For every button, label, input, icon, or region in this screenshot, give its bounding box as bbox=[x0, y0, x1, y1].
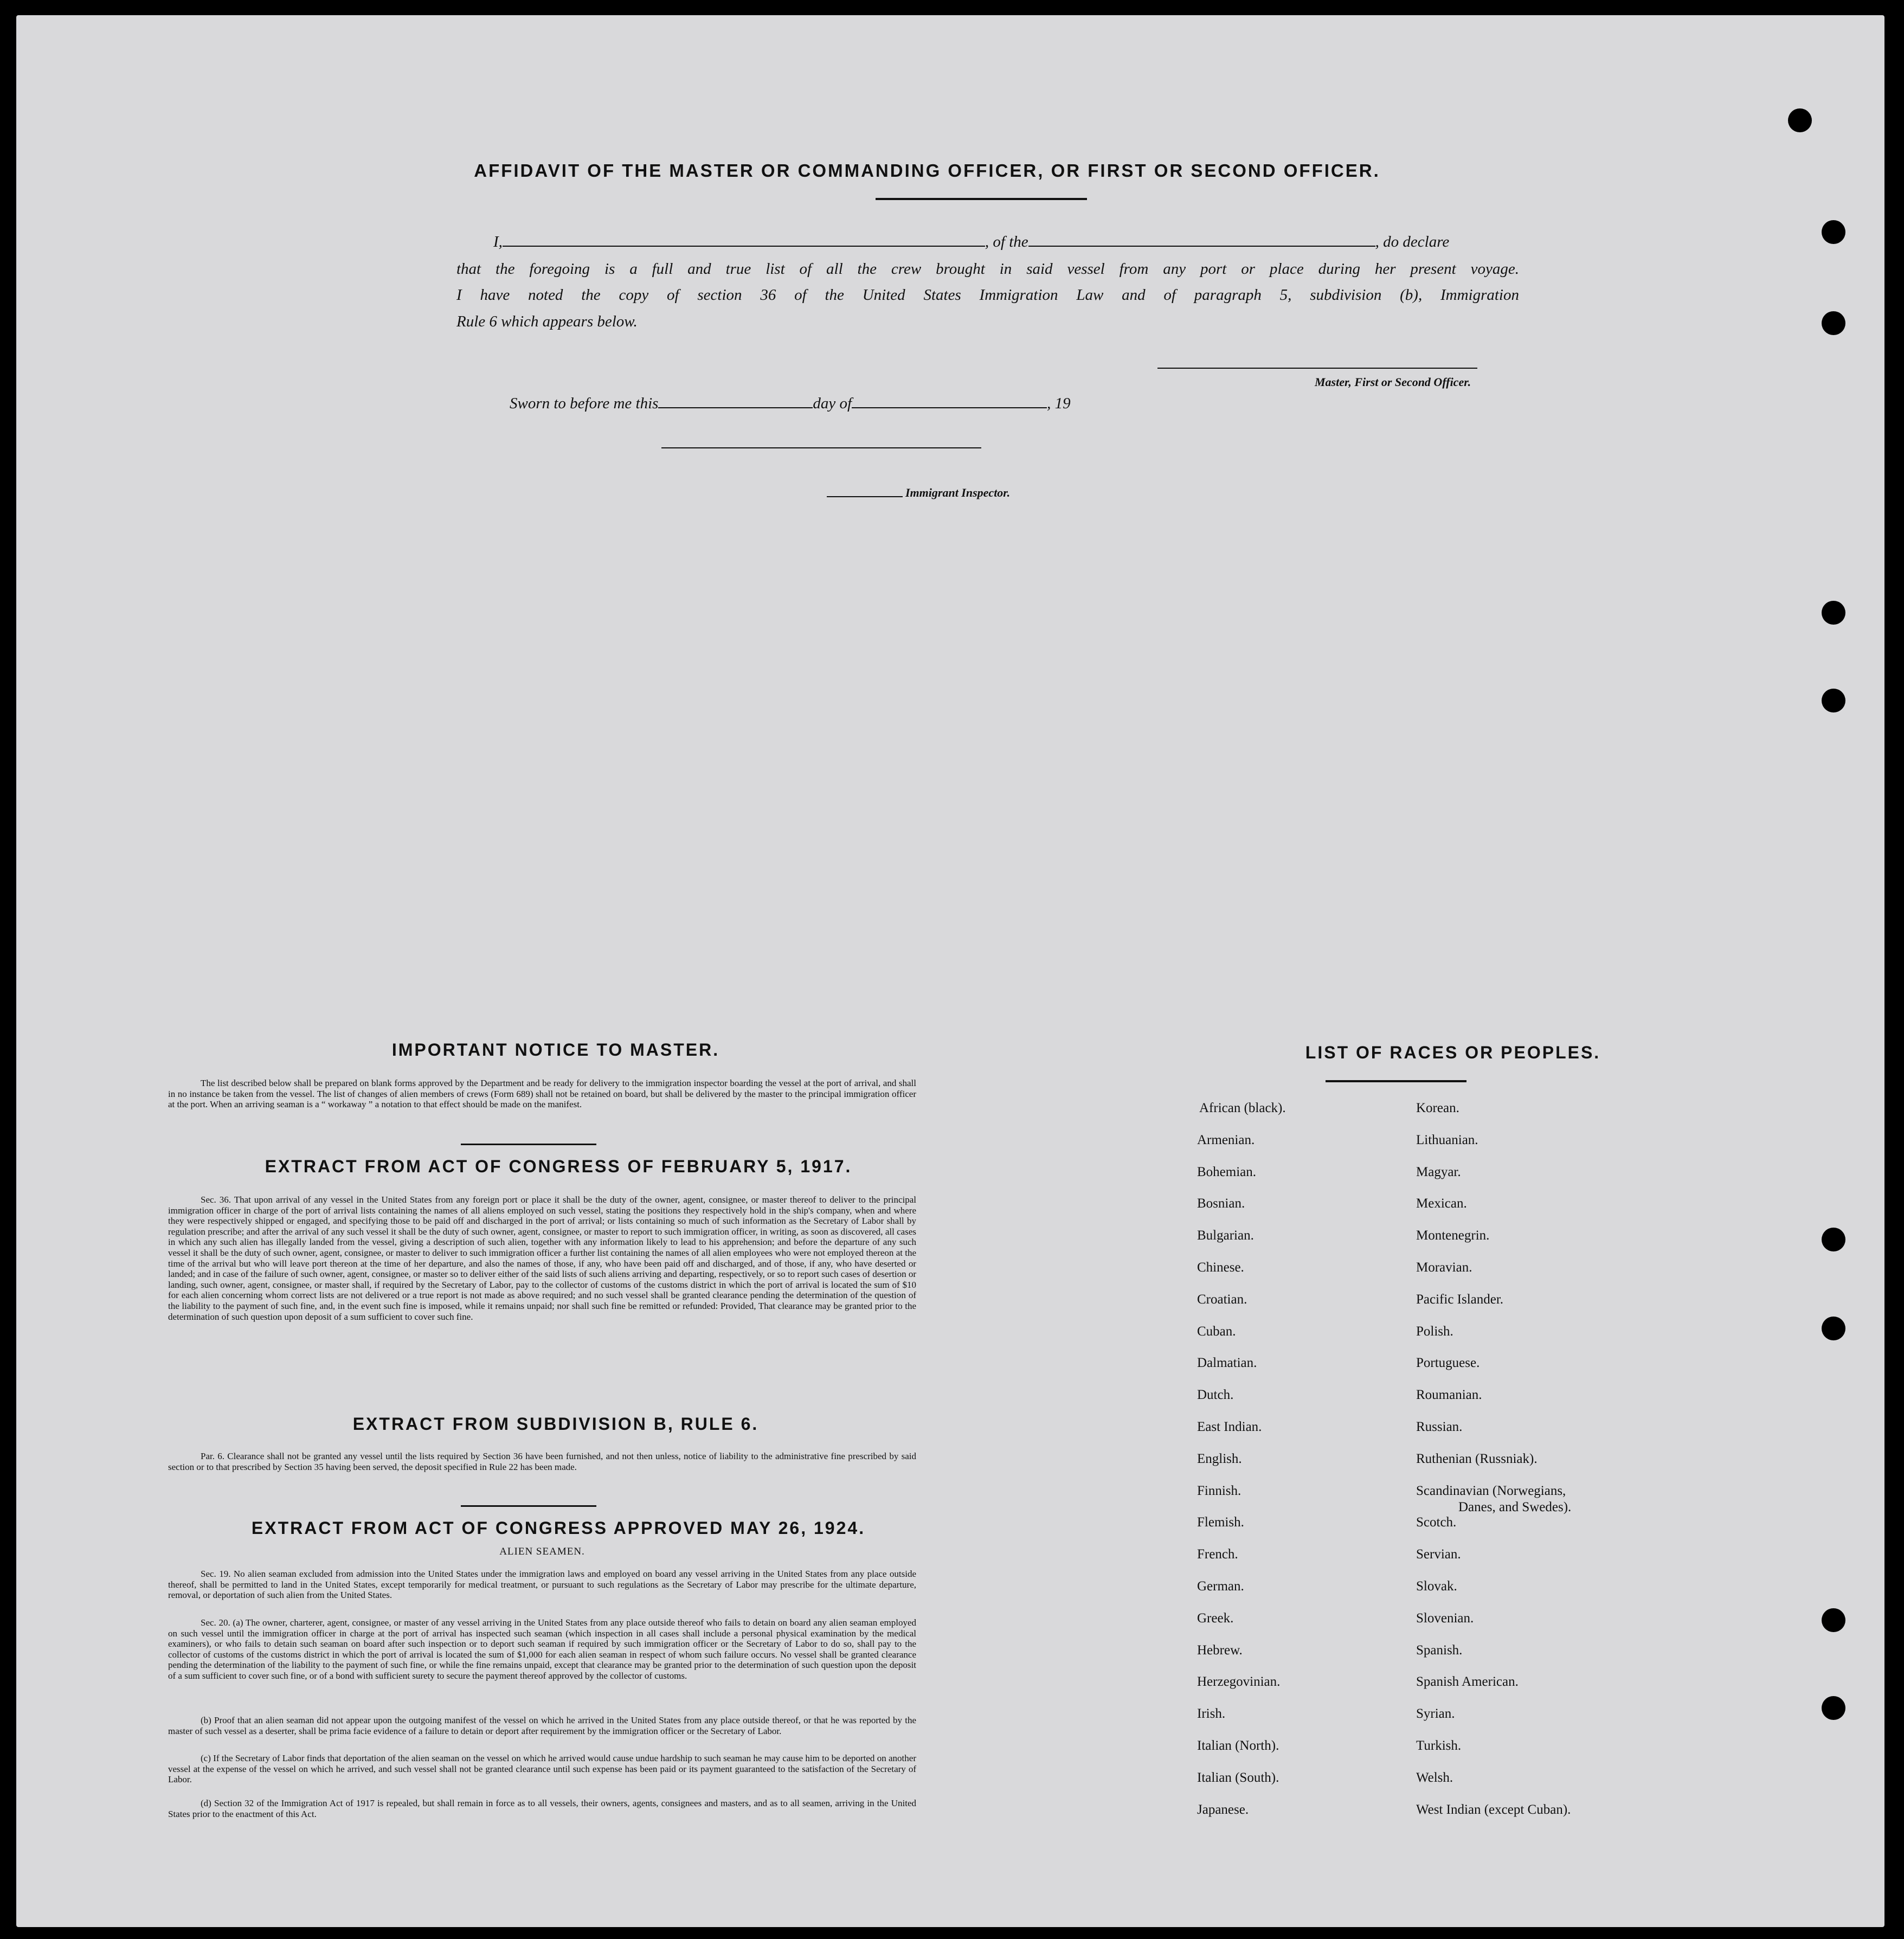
race-item: Greek. bbox=[1197, 1610, 1234, 1626]
race-item: English. bbox=[1197, 1451, 1242, 1466]
sworn-month-field[interactable] bbox=[852, 407, 1047, 408]
race-item: Moravian. bbox=[1416, 1260, 1472, 1275]
vessel-name-field[interactable] bbox=[1028, 246, 1375, 247]
race-item: Herzegovinian. bbox=[1197, 1674, 1281, 1690]
affidavit-line-2: that the foregoing is a full and true list of all the crew brought in said vessel from any port or place during her present voyage. bbox=[456, 260, 1519, 278]
race-item: Welsh. bbox=[1416, 1770, 1453, 1785]
race-item: Magyar. bbox=[1416, 1164, 1461, 1179]
declarant-label: I, bbox=[493, 233, 503, 251]
race-item: Bulgarian. bbox=[1197, 1228, 1254, 1243]
punch-hole bbox=[1822, 1317, 1845, 1340]
punch-hole bbox=[1822, 601, 1845, 625]
race-item: Croatian. bbox=[1197, 1292, 1247, 1307]
section-rule bbox=[461, 1144, 596, 1145]
race-item: Polish. bbox=[1416, 1324, 1453, 1339]
race-item: Korean. bbox=[1416, 1101, 1459, 1115]
race-item: Mexican. bbox=[1416, 1196, 1467, 1211]
sworn-day-field[interactable] bbox=[658, 407, 813, 408]
race-item: Cuban. bbox=[1197, 1324, 1236, 1339]
affidavit-line-3: I have noted the copy of section 36 of the United States Immigration Law and of paragraph 5, subdivision (b), Immigration bbox=[456, 286, 1519, 304]
sec-20c-text: (c) If the Secretary of Labor finds that deportation of the alien seaman on the vessel on which he arrived would cause undue hardship to such seaman he may cause him to be deported on another vessel at the expense of the vessel on which he arrived, and such vessel shall not be granted clearance until such expense has been paid or its payment guaranteed to the satisfaction of the Secretary of Labor. bbox=[168, 1753, 916, 1785]
rule-6-title: EXTRACT FROM SUBDIVISION B, RULE 6. bbox=[352, 1414, 759, 1434]
punch-hole bbox=[1822, 689, 1845, 712]
sec-20a-text: Sec. 20. (a) The owner, charterer, agent, consignee, or master of any vessel arriving in the United States from any place outside thereof who fails to detain on board any alien seaman employed on such vessel until the immigration officer in charge at the port of arrival has inspected such seaman (which inspection in all cases shall include a personal physical examination by the medical examiners), or who fails to detain such seaman on board after such inspection or to deport such seaman if required by such immigration officer or the Secretary of Labor to do so, shall pay to the collector of customs of the customs district in which the port of arrival is located the sum of $1,000 for each alien seaman in respect of whom such failure occurs. No vessel shall be granted clearance pending the determination of the liability to the payment of such fine, or while the fine remains unpaid, except that clearance may be granted prior to the determination of such question upon the deposit of a sum sufficient to cover such fine, or of a bond with sufficient surety to secure the payment thereof approved by the collector of customs. bbox=[168, 1617, 916, 1681]
race-item: Chinese. bbox=[1197, 1260, 1244, 1275]
declarant-name-field[interactable] bbox=[503, 246, 985, 247]
sworn-line bbox=[510, 395, 1071, 413]
race-item: East Indian. bbox=[1197, 1420, 1262, 1434]
race-item: Dutch. bbox=[1197, 1388, 1234, 1403]
race-item: Turkish. bbox=[1416, 1738, 1462, 1753]
race-item: Irish. bbox=[1197, 1706, 1226, 1722]
race-item: Bosnian. bbox=[1197, 1196, 1245, 1211]
race-item: West Indian (except Cuban). bbox=[1416, 1802, 1571, 1817]
extract-1924-subtitle: ALIEN SEAMEN. bbox=[499, 1546, 585, 1557]
sec-19-text: Sec. 19. No alien seaman excluded from admission into the United States under the immigration laws and employed on board any vessel arriving in the United States from any place outside thereof, shall be permitted to land in the United States, except temporarily for medical treatment, or pursuant to such regulations as the Secretary of Labor may prescribe for the ultimate departure, removal, or deportation of such alien from the United States. bbox=[168, 1569, 916, 1601]
inspector-caption: Immigrant Inspector. bbox=[905, 486, 1011, 499]
punch-hole bbox=[1822, 1696, 1845, 1720]
extract-1917-text: Sec. 36. That upon arrival of any vessel in the United States from any foreign port or place it shall be the duty of the owner, agent, consignee, or master thereof to deliver to the principal immigration officer in charge of the port of arrival lists containing the names of all aliens employed on such vessel, stating the positions they respectively hold in the ship's company, when and where they were respectively shipped or engaged, and specifying those to be paid off and discharged in the port of arrival; or lists containing so much of such information as the Secretary of Labor shall by regulation prescribe; and after the arrival of any such vessel it shall be the duty of such owner, agent, consignee, or master to report to such immigration officer, in writing, as soon as discovered, all cases in which any such alien has illegally landed from the vessel, giving a description of such alien, together with any information likely to lead to his apprehension; and before the departure of any such vessel it shall be the duty of such owner, agent, consignee, or master to deliver to such immigration officer a further list containing the names of all alien employees who were not employed thereon at the time of the arrival but who will leave port thereon at the time of her departure, and also the names of those, if any, who have been paid off and discharged, and of those, if any, who have deserted or landed; and in case of the failure of such owner, agent, consignee, or master so to deliver either of the said lists of such aliens arriving and departing, respectively, or so to report such cases of desertion or landing, such owner, agent, consignee, or master shall, if required by the Secretary of Labor, pay to the collector of customs of the customs district in which the port of arrival is located the sum of $10 for each alien concerning whom correct lists are not delivered or a true report is not made as above required; and no such vessel shall be granted clearance pending the determination of the question of the liability to the payment of such fine, and, in the event such fine is imposed, while it remains unpaid; nor shall such fine be remitted or refunded: Provided, That clearance may be granted prior to the determination of such question upon deposit of a sum sufficient to cover such fine. bbox=[168, 1195, 916, 1322]
race-item: French. bbox=[1197, 1547, 1238, 1562]
year-label: , 19 bbox=[1047, 395, 1071, 412]
sec-20d-text: (d) Section 32 of the Immigration Act of 1917 is repealed, but shall remain in force as to all vessels, their owners, agents, consignees and masters, and as to all seamen, arriving in the United States prior to the enactment of this Act. bbox=[168, 1798, 916, 1819]
race-item: German. bbox=[1197, 1579, 1244, 1594]
races-title-rule bbox=[1326, 1080, 1466, 1082]
race-item: Slovenian. bbox=[1416, 1610, 1474, 1626]
race-item: Portuguese. bbox=[1416, 1356, 1480, 1371]
day-of-label: day of bbox=[813, 395, 852, 412]
punch-hole bbox=[1822, 311, 1845, 335]
race-item: Finnish. bbox=[1197, 1483, 1242, 1498]
section-rule bbox=[461, 1505, 596, 1507]
extract-1924-title: EXTRACT FROM ACT OF CONGRESS APPROVED MAY 26, 1924. bbox=[251, 1518, 866, 1538]
of-the-label: , of the bbox=[985, 233, 1028, 251]
inspector-short-line bbox=[827, 496, 903, 497]
punch-hole bbox=[1822, 220, 1845, 244]
race-item: Italian (North). bbox=[1197, 1738, 1279, 1753]
affidavit-line-4: Rule 6 which appears below. bbox=[456, 313, 638, 330]
race-item: Armenian. bbox=[1197, 1132, 1255, 1147]
race-item: Pacific Islander. bbox=[1416, 1292, 1504, 1307]
form-page bbox=[16, 15, 1884, 1927]
race-item: Servian. bbox=[1416, 1547, 1461, 1562]
race-item: Hebrew. bbox=[1197, 1642, 1243, 1658]
race-item: Spanish. bbox=[1416, 1642, 1463, 1658]
signature-caption: Master, First or Second Officer. bbox=[1315, 375, 1471, 389]
title-rule bbox=[876, 198, 1087, 200]
race-item: Japanese. bbox=[1197, 1802, 1249, 1817]
race-item: Montenegrin. bbox=[1416, 1228, 1490, 1243]
rule-6-text: Par. 6. Clearance shall not be granted any vessel until the lists required by Section 36 have been furnished, and not then unless, notice of liability to the administrative fine prescribed by said section or to that prescribed by Section 35 having been served, the deposit specified in Rule 22 has been made. bbox=[168, 1451, 916, 1472]
race-item-continuation: Danes, and Swedes). bbox=[1458, 1500, 1572, 1514]
sworn-label: Sworn to before me this bbox=[510, 395, 659, 412]
declare-label: , do declare bbox=[1375, 233, 1450, 251]
signature-line[interactable] bbox=[1157, 368, 1477, 369]
extract-1917-title: EXTRACT FROM ACT OF CONGRESS OF FEBRUARY 5, 1917. bbox=[265, 1157, 852, 1176]
race-item: Italian (South). bbox=[1197, 1770, 1279, 1785]
race-item: Russian. bbox=[1416, 1420, 1463, 1434]
race-item: Slovak. bbox=[1416, 1579, 1457, 1594]
race-item: Syrian. bbox=[1416, 1706, 1455, 1722]
race-item: Spanish American. bbox=[1416, 1674, 1519, 1690]
affidavit-title: AFFIDAVIT OF THE MASTER OR COMMANDING OFFICER, OR FIRST OR SECOND OFFICER. bbox=[474, 160, 1380, 181]
affidavit-line-1 bbox=[493, 233, 1518, 251]
races-title: LIST OF RACES OR PEOPLES. bbox=[1305, 1043, 1601, 1062]
race-item: Flemish. bbox=[1197, 1515, 1244, 1530]
race-item: Lithuanian. bbox=[1416, 1132, 1478, 1147]
sec-20b-text: (b) Proof that an alien seaman did not appear upon the outgoing manifest of the vessel on which he arrived in the United States from any place outside thereof, or that he was reported by the master of such vessel as a deserter, shall be prima facie evidence of a failure to detain or deport after requirement by the immigration officer or the Secretary of Labor. bbox=[168, 1715, 916, 1736]
punch-hole bbox=[1788, 108, 1812, 132]
notice-text: The list described below shall be prepared on blank forms approved by the Department and be ready for delivery to the immigration inspector boarding the vessel at the port of arrival, and shall in no instance be taken from the vessel. The list of changes of alien members of crews (Form 689) shall not be retained on board, but shall be delivered by the master to the principal immigration officer at the port. When an arriving seaman is a “ workaway ” a notation to that effect should be made on the manifest. bbox=[168, 1078, 916, 1110]
race-item: Bohemian. bbox=[1197, 1164, 1257, 1179]
race-item: Ruthenian (Russniak). bbox=[1416, 1451, 1538, 1466]
race-item: Scandinavian (Norwegians, bbox=[1416, 1483, 1566, 1498]
race-item: Dalmatian. bbox=[1197, 1356, 1257, 1371]
punch-hole bbox=[1822, 1228, 1845, 1251]
race-item: African (black). bbox=[1199, 1101, 1286, 1115]
race-item: Roumanian. bbox=[1416, 1388, 1482, 1403]
notice-title: IMPORTANT NOTICE TO MASTER. bbox=[391, 1040, 720, 1060]
race-item: Scotch. bbox=[1416, 1515, 1457, 1530]
inspector-signature-line[interactable] bbox=[661, 447, 981, 448]
punch-hole bbox=[1822, 1608, 1845, 1632]
